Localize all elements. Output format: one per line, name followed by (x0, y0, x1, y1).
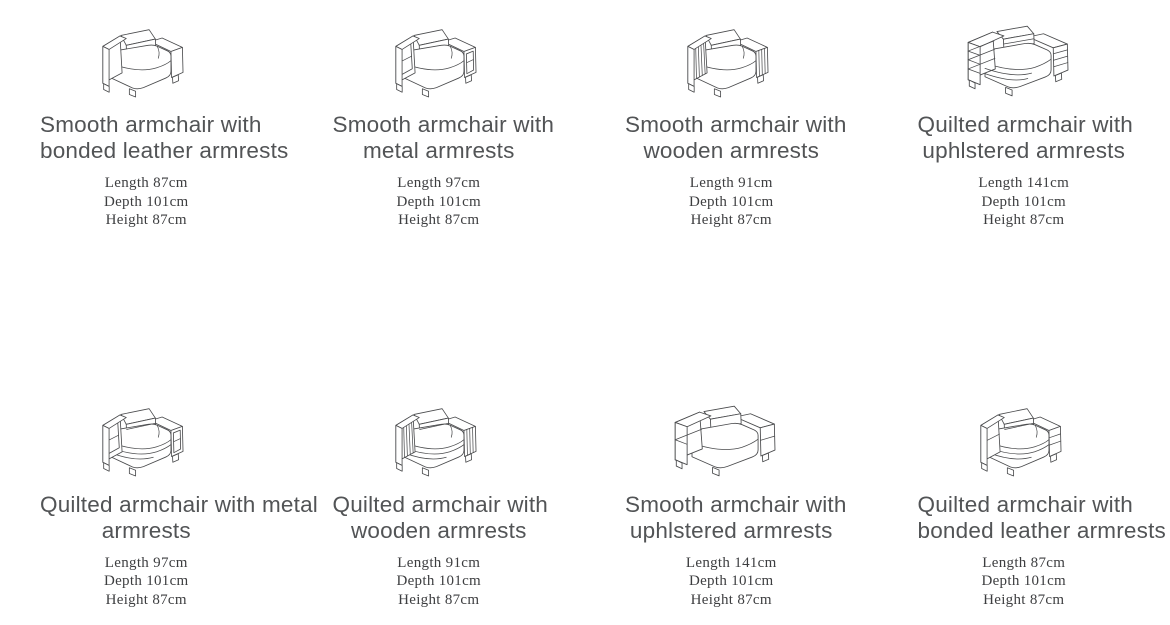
armchair-line-drawing-icon (387, 26, 491, 101)
armchair-line-drawing-icon (670, 404, 792, 482)
product-title-line: Quilted armchair with (917, 112, 1134, 137)
armchair-line-drawing-icon (963, 24, 1085, 102)
dimension-value: 141cm (1026, 175, 1070, 191)
dimension-row (918, 174, 1131, 193)
dimension-value: 87cm (444, 212, 480, 228)
product-title-line: Smooth armchair with (40, 112, 262, 137)
dimension-row (40, 572, 253, 591)
dimension-value: 87cm (152, 591, 187, 608)
product-dimensions (333, 554, 546, 610)
product-title (917, 112, 1134, 164)
product-title-line: uphlstered armrests (922, 138, 1126, 163)
dimension-value: 101cm (1023, 193, 1067, 210)
product-title (40, 112, 289, 164)
product-card-smooth-armchair-wooden-armrests[interactable] (625, 18, 847, 230)
dimension-value: 101cm (1023, 573, 1067, 589)
dimension-value: 101cm (146, 573, 189, 589)
dimension-value: 87cm (1029, 591, 1065, 608)
dimension-label: Depth (688, 573, 728, 589)
dimension-value: 87cm (1030, 554, 1066, 571)
armchair-illustration (40, 18, 253, 108)
dimension-value: 141cm (734, 554, 777, 571)
dimension-label: Depth (103, 193, 143, 210)
dimension-label: Height (398, 591, 441, 608)
dimension-row (625, 554, 838, 573)
dimension-row (625, 572, 838, 591)
armchair-illustration (333, 398, 546, 488)
product-card-quilted-armchair-uphlstered-armrests[interactable] (917, 18, 1134, 230)
dimension-value: 97cm (153, 554, 188, 571)
product-card-smooth-armchair-bonded-leather-armrests[interactable] (40, 18, 289, 230)
dimension-row (40, 554, 253, 573)
dimension-value: 87cm (153, 175, 188, 191)
product-title-line: bonded leather armrests (917, 517, 1166, 543)
product-card-quilted-armchair-wooden-armrests[interactable] (332, 398, 549, 610)
dimension-value: 87cm (444, 591, 480, 608)
product-dimensions (40, 554, 253, 610)
armchair-line-drawing-icon (679, 26, 783, 101)
dimension-value: 87cm (152, 212, 187, 228)
product-title (917, 491, 1166, 544)
dimension-value: 87cm (737, 212, 772, 228)
dimension-label: Height (983, 212, 1026, 228)
dimension-label: Depth (981, 193, 1020, 210)
dimension-label: Height (105, 591, 149, 608)
dimension-label: Length (397, 175, 442, 191)
product-title-line: metal armrests (362, 138, 515, 163)
dimension-value: 87cm (737, 591, 772, 608)
dimension-value: 101cm (146, 193, 189, 210)
dimension-row (333, 174, 546, 193)
product-title-line: wooden armrests (643, 138, 820, 163)
dimension-value: 101cm (731, 573, 774, 589)
armchair-line-drawing-icon (94, 26, 198, 101)
product-title-line: Quilted armchair with metal (40, 491, 318, 517)
dimension-value: 101cm (438, 193, 482, 210)
dimension-label: Height (398, 212, 441, 228)
dimension-label: Depth (103, 573, 143, 589)
dimension-label: Length (689, 175, 735, 191)
dimension-label: Depth (981, 573, 1020, 589)
dimension-row (625, 591, 838, 610)
dimension-value: 91cm (445, 554, 481, 571)
product-title-line: Smooth armchair with (625, 491, 847, 517)
product-title (625, 112, 847, 164)
product-title-line: Smooth armchair with (332, 112, 555, 137)
dimension-row (40, 591, 253, 610)
dimension-row (40, 174, 253, 193)
product-title-line: wooden armrests (350, 517, 527, 543)
dimension-value: 97cm (445, 175, 481, 191)
product-title (332, 112, 555, 164)
product-dimensions (333, 174, 546, 230)
dimension-row (333, 591, 546, 610)
dimension-row (918, 591, 1131, 610)
dimension-label: Height (690, 591, 734, 608)
armchair-illustration (918, 398, 1131, 488)
dimension-value: 101cm (731, 193, 774, 210)
armchair-illustration (625, 398, 838, 488)
armchair-illustration (625, 18, 838, 108)
product-card-smooth-armchair-uphlstered-armrests[interactable] (625, 398, 847, 610)
armchair-illustration (333, 18, 546, 108)
dimension-value: 101cm (438, 573, 482, 589)
dimension-row (625, 193, 838, 212)
dimension-row (918, 193, 1131, 212)
dimension-value: 91cm (738, 175, 773, 191)
product-dimensions (918, 174, 1131, 230)
dimension-label: Length (982, 554, 1027, 571)
product-card-quilted-armchair-bonded-leather-armrests[interactable] (917, 398, 1166, 610)
product-dimensions (918, 554, 1131, 610)
product-title-line: bonded leather armrests (40, 138, 289, 163)
dimension-label: Length (978, 175, 1023, 191)
product-dimensions (40, 174, 253, 230)
dimension-row (333, 193, 546, 212)
product-title-line: Quilted armchair with (917, 491, 1134, 517)
product-title-line: Smooth armchair with (625, 112, 847, 137)
dimension-label: Length (685, 554, 731, 571)
dimension-row (333, 211, 546, 230)
dimension-label: Height (105, 212, 149, 228)
product-title (625, 491, 847, 544)
dimension-label: Depth (396, 573, 435, 589)
dimension-label: Height (690, 212, 734, 228)
product-title-line: uphlstered armrests (629, 517, 833, 543)
dimension-label: Depth (688, 193, 728, 210)
dimension-row (918, 211, 1131, 230)
armchair-illustration (918, 18, 1131, 108)
armchair-line-drawing-icon (387, 405, 491, 480)
dimension-row (40, 193, 253, 212)
armchair-line-drawing-icon (94, 405, 198, 480)
dimension-label: Length (104, 554, 150, 571)
dimension-label: Length (104, 175, 150, 191)
dimension-row (918, 554, 1131, 573)
product-dimensions (625, 174, 838, 230)
dimension-label: Depth (396, 193, 435, 210)
product-title (40, 491, 318, 544)
product-card-quilted-armchair-metal-armrests[interactable] (40, 398, 318, 610)
dimension-row (333, 554, 546, 573)
dimension-row (918, 572, 1131, 591)
armchair-illustration (40, 398, 253, 488)
armchair-line-drawing-icon (972, 405, 1076, 480)
dimension-label: Height (983, 591, 1026, 608)
dimension-row (625, 211, 838, 230)
dimension-row (40, 211, 253, 230)
dimension-row (333, 572, 546, 591)
product-title-line: armrests (101, 517, 191, 543)
product-title-line: Quilted armchair with (332, 491, 549, 517)
dimension-value: 87cm (1029, 212, 1065, 228)
product-card-smooth-armchair-metal-armrests[interactable] (332, 18, 555, 230)
product-dimensions (625, 554, 838, 610)
product-title (332, 491, 549, 544)
dimension-row (625, 174, 838, 193)
dimension-label: Length (397, 554, 442, 571)
